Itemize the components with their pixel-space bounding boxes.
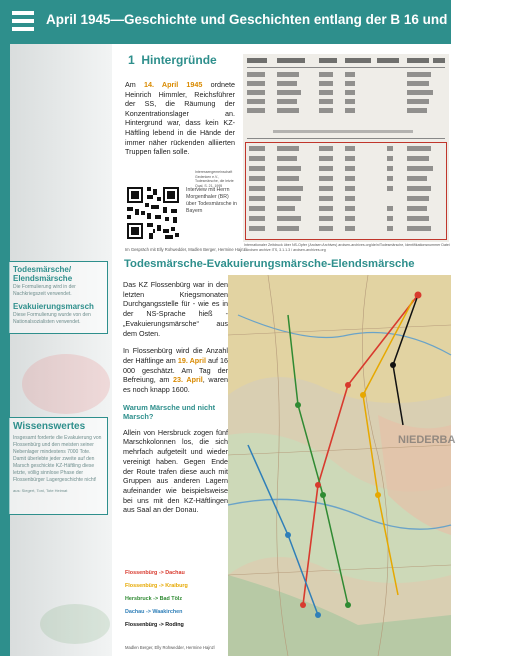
qr-code-icon[interactable] xyxy=(125,185,181,241)
route-legend xyxy=(125,567,229,632)
highlight-frame xyxy=(245,142,447,240)
highlight-date: 23. April xyxy=(173,375,203,385)
route-map-image xyxy=(228,275,456,656)
glossary-term: Todesmärsche/ Elendsmärsche xyxy=(13,265,73,283)
sub-heading: Warum Märsche und nicht Marsch? xyxy=(123,402,216,422)
glossary-term: Evakuierungsmarsch xyxy=(13,302,94,311)
faded-decoration xyxy=(40,604,110,644)
section-number: 1 xyxy=(128,53,135,67)
citation: Interessengemeinschaft Gedenken e.V., Todesmärsche, die letzte Qual, S. 21, 1995 xyxy=(195,170,234,188)
glossary-description: Die Formulierung wird in der Nachkriegszeit verwendet. xyxy=(13,284,76,297)
left-margin xyxy=(0,44,112,656)
highlight-date: 19. April xyxy=(177,355,206,365)
qr-caption: Interview mit Herrn Morgenthaler (BR) über Todesmärsche in Bayern xyxy=(186,187,237,214)
accent-stripe xyxy=(0,44,10,656)
legend-item: Flossenbürg -> Roding xyxy=(125,622,184,628)
legend-item: Flossenbürg -> Dachau xyxy=(125,570,185,576)
map-label: NIEDERBA xyxy=(398,434,456,446)
facts-heading: Wissenswertes xyxy=(13,421,86,432)
menu-icon[interactable] xyxy=(12,11,34,33)
facts-text: Insgesamt forderte die Evakuierung von Flossenbürg und den meisten seiner Nebenlager mindestens 7000 Tote. Damit überlebte jeder zweite auf den Marsch geschickte KZ-Häftling diese letzte, völlig sinnlose Phase der Flossenbürger Lagergeschichte nicht! xyxy=(13,435,102,483)
legend-item: Hersbruck -> Bad Tölz xyxy=(125,596,183,602)
archive-document-image xyxy=(243,54,449,242)
glossary-box xyxy=(8,261,108,334)
glossary-description: Diese Formulierung wurde von den Nationalsozialisten verwendet. xyxy=(13,312,91,325)
credits: Im Gespräch mit Elly Rohwedder, Madlen Berger, Hermine Hajnzi xyxy=(125,247,247,252)
paragraph: In Flossenbürg wird die Anzahl der Häftlinge am 19. April auf 16 000 geschätzt. Am Tag der Befreiung, am 23. April, waren es noch knapp 1600. xyxy=(123,346,229,395)
section-heading xyxy=(128,53,217,67)
paragraph: Das KZ Flossenbürg war in den letzten Kriegsmonaten Durchgangsstelle für - wie es in der NS-Sprache hieß - „Evakuierungsmärsche“ aus dem Osten. xyxy=(123,280,228,338)
legend-item: Dachau -> Waakirchen xyxy=(125,609,183,615)
page-header xyxy=(0,0,512,44)
section-title: Hintergründe xyxy=(141,53,217,67)
paragraph: Allein von Hersbruck zogen fünf Marschkolonnen los, die sich mehrfach aufgeteilt und wieder vereinigt haben. Gegen Ende der Route trafen diese auch mit Gruppen aus anderen Lagern aufeinander wie beispielsweise bei uns mit den KZ-Häftlingen aus Saal an der Donau. xyxy=(123,427,228,515)
facts-box xyxy=(8,417,108,515)
section-title: Todesmärsche-Evakuierungsmärsche-Elendsmärsche xyxy=(124,258,415,270)
legend-item: Flossenbürg -> Kraiburg xyxy=(125,583,188,589)
page-title: April 1945—Geschichte und Geschichten entlang der B 16 und der B 301 xyxy=(46,12,512,27)
body-text xyxy=(123,280,228,523)
document-citation: Internationaler Zeitdruck über NS-Opfer (Arolsen Archives) arolsen-archives.org/de/n/Todesmärsche, Identifikationsnummer Datei / Arolsen archive ITS, 3.1.1.3 / arolsen-archives.org xyxy=(244,243,450,252)
credits: Madlen Berger, Elly Rohwedder, Hermine Hajnzl xyxy=(125,645,215,650)
facts-source: aus: Siegert, Toni, Tote Heimat xyxy=(13,488,68,493)
highlight-date: 14. April 1945 xyxy=(143,80,203,89)
faded-decoration xyxy=(22,354,110,414)
intro-paragraph: Am 14. April 1945 ordnete Heinrich Himmler, Reichsführer der SS, die Räumung der Konzentrationslager an. Hintergrund war, dass kein KZ-Häftling lebend in die Hände der immer näher rückenden alliierten Truppen fallen solle. xyxy=(125,80,235,157)
